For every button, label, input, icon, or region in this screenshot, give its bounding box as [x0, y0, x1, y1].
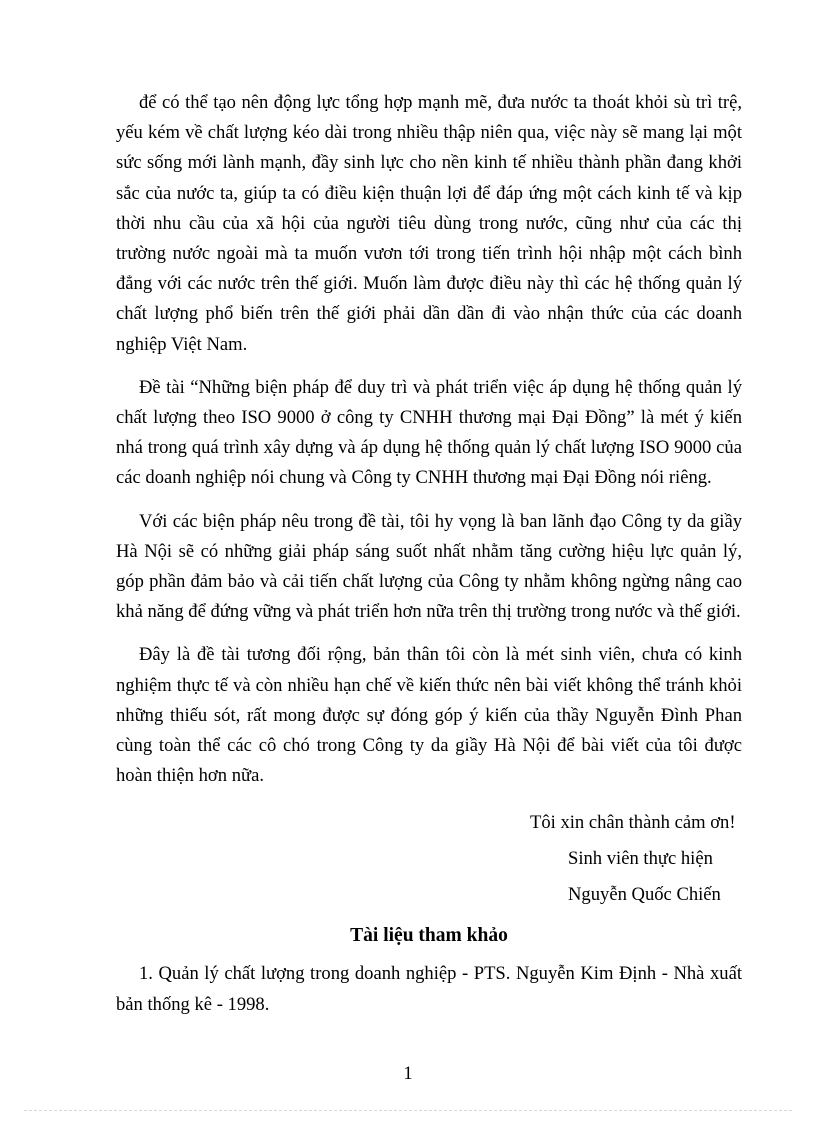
paragraph-acknowledgement: Đây là đề tài tương đối rộng, bản thân tôi còn là mét sinh viên, chưa có kinh nghiệm thực tế và còn nhiều hạn chế về kiến thức nên bài viết không thể tránh khỏi những thiếu sót, rất mong được sự đóng góp ý kiến của thầy Nguyễn Đình Phan cùng toàn thể các cô chó trong Công ty da giầy Hà Nội để bài viết của tôi được hoàn thiện hơn nữa.: [116, 644, 742, 787]
author-role: Sinh viên thực hiện: [568, 848, 713, 870]
paragraph-topic: Đề tài “Những biện pháp để duy trì và phát triển việc áp dụng hệ thống quản lý chất lượng theo ISO 9000 ở công ty CNHH thương mại Đại Đồng” là mét ý kiến nhá trong quá trình xây dựng và áp dụng hệ thống quản lý chất lượng ISO 9000 của các doanh nghiệp nói chung và Công ty CNHH thương mại Đại Đồng nói riêng.: [116, 376, 742, 489]
author-name: Nguyễn Quốc Chiến: [568, 884, 721, 906]
paragraph-intro-continued: để có thể tạo nên động lực tổng hợp mạnh mẽ, đưa nước ta thoát khỏi sù trì trệ, yếu kém về chất lượng kéo dài trong nhiều thập niên qua, việc này sẽ mang lại một sức sống mới lành mạnh, đầy sinh lực cho nền kinh tế nhiều thành phần đang khởi sắc của nước ta, giúp ta có điều kiện thuận lợi để đáp ứng một cách kinh tế và kịp thời nhu cầu của xã hội của người tiêu dùng trong nước, cũng như của các thị trường nước ngoài mà ta muốn vươn tới trong tiến trình hội nhập một cách bình đẳng với các nước trên thế giới. Muốn làm được điều này thì các hệ thống quản lý chất lượng phổ biến trên thế giới phải dần dần đi vào nhận thức của các doanh nghiệp Việt Nam.: [116, 92, 742, 355]
signoff-block: [116, 804, 742, 915]
body-text: [116, 88, 742, 1020]
references-heading: Tài liệu tham khảo: [350, 925, 508, 947]
paragraph-measures: Với các biện pháp nêu trong đề tài, tôi hy vọng là ban lãnh đạo Công ty da giầy Hà Nội sẽ có những giải pháp sáng suốt nhất nhằm tăng cường hiệu lực quản lý, góp phần đảm bảo và cải tiến chất lượng của Công ty nhằm không ngừng nâng cao khả năng để đứng vững và phát triển hơn nữa trên thị trường trong nước và thế giới.: [116, 510, 742, 623]
reference-item: 1. Quản lý chất lượng trong doanh nghiệp - PTS. Nguyễn Kim Định - Nhà xuất bản thống kê - 1998.: [116, 963, 742, 1015]
thanks-line: Tôi xin chân thành cảm ơn!: [530, 812, 736, 834]
page-number: 1: [403, 1063, 413, 1084]
page-bottom-divider: [24, 1110, 792, 1111]
